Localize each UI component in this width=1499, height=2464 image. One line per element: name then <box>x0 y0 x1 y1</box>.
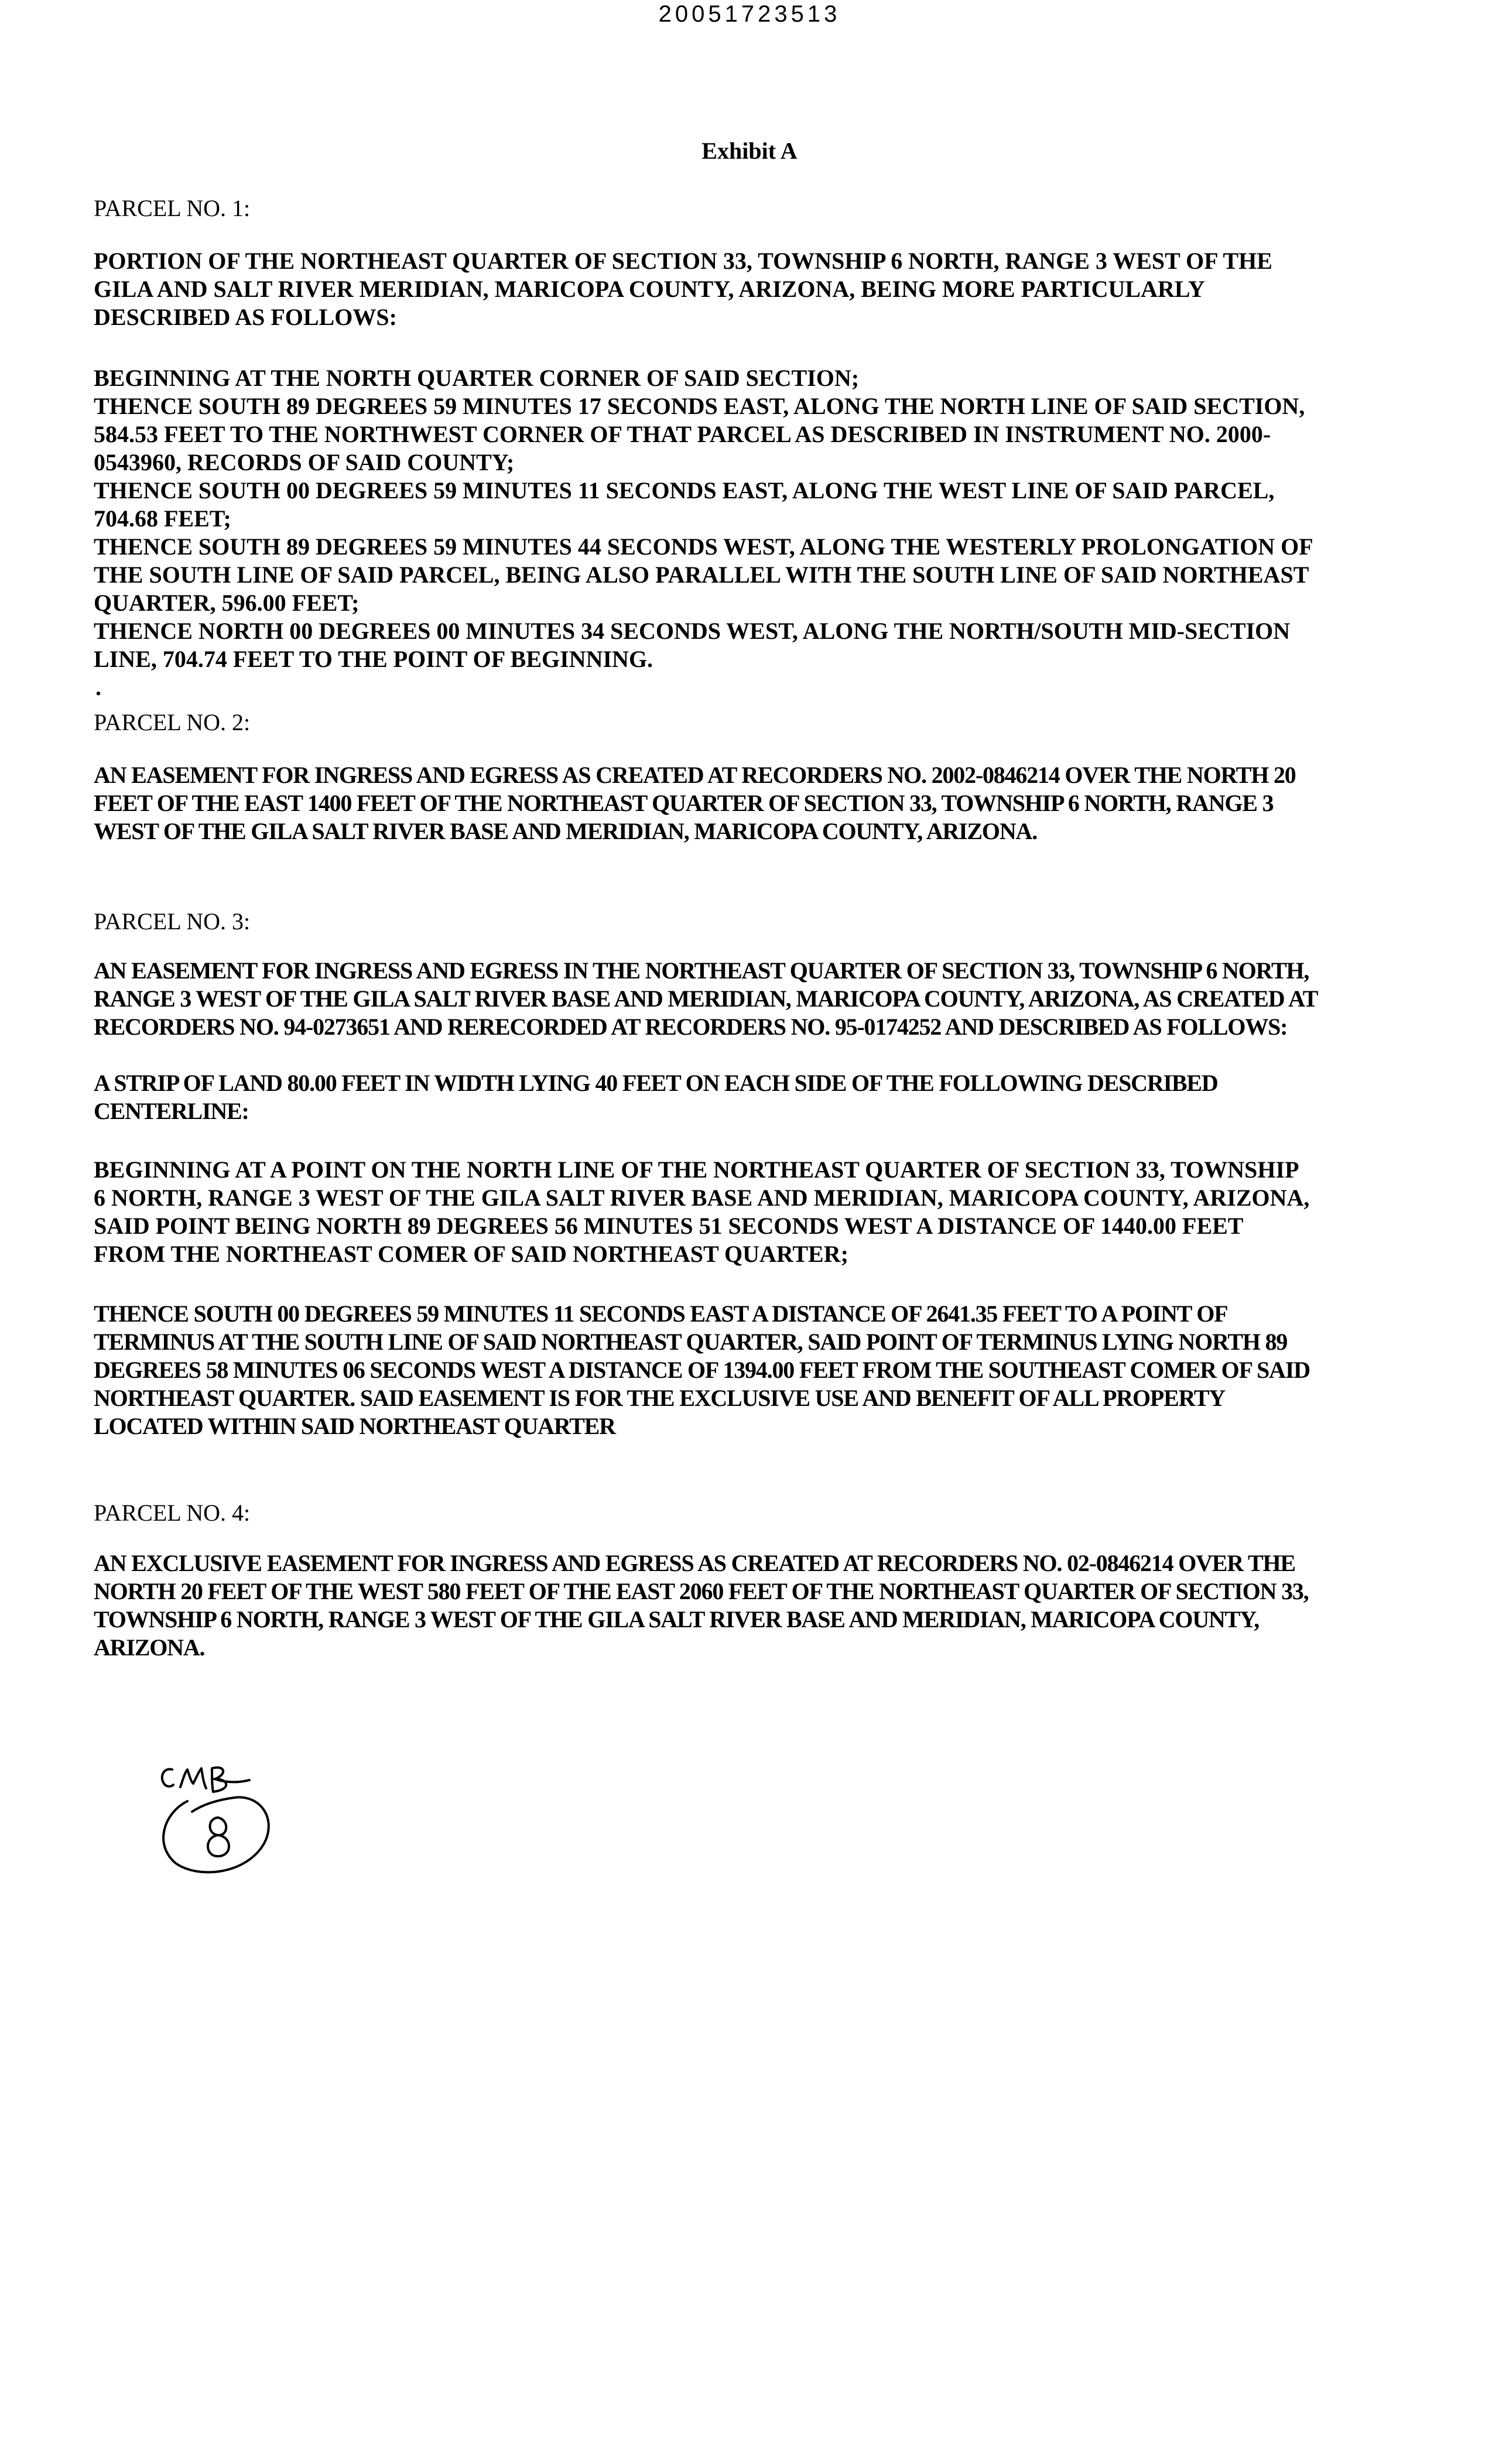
text-line: A STRIP OF LAND 80.00 FEET IN WIDTH LYING 40 FEET ON EACH SIDE OF THE FOLLOWING DESCRIBED <box>94 1070 1218 1096</box>
text-line: 584.53 FEET TO THE NORTHWEST CORNER OF THAT PARCEL AS DESCRIBED IN INSTRUMENT NO. 2000- <box>94 421 1271 447</box>
text-line: CENTERLINE: <box>94 1098 249 1124</box>
text-line: PORTION OF THE NORTHEAST QUARTER OF SECTION 33, TOWNSHIP 6 NORTH, RANGE 3 WEST OF THE <box>94 248 1272 274</box>
text-line: AN EASEMENT FOR INGRESS AND EGRESS IN THE NORTHEAST QUARTER OF SECTION 33, TOWNSHIP 6 NORTH, <box>94 957 1309 984</box>
text-line: BEGINNING AT THE NORTH QUARTER CORNER OF SAID SECTION; <box>94 365 860 391</box>
text-line: FEET OF THE EAST 1400 FEET OF THE NORTHEAST QUARTER OF SECTION 33, TOWNSHIP 6 NORTH, RANGE 3 <box>94 790 1274 816</box>
parcel-3-beginning <box>94 1156 1405 1268</box>
text-line: DEGREES 58 MINUTES 06 SECONDS WEST A DISTANCE OF 1394.00 FEET FROM THE SOUTHEAST COMER OF SAID <box>94 1357 1310 1383</box>
text-line: RANGE 3 WEST OF THE GILA SALT RIVER BASE AND MERIDIAN, MARICOPA COUNTY, ARIZONA, AS CREATED AT <box>94 985 1318 1012</box>
parcel-1-heading: PARCEL NO. 1: <box>94 195 251 221</box>
text-line: 6 NORTH, RANGE 3 WEST OF THE GILA SALT RIVER BASE AND MERIDIAN, MARICOPA COUNTY, ARIZONA, <box>94 1185 1310 1211</box>
stray-mark: . <box>95 674 101 700</box>
text-line: GILA AND SALT RIVER MERIDIAN, MARICOPA COUNTY, ARIZONA, BEING MORE PARTICULARLY <box>94 276 1205 302</box>
exhibit-title: Exhibit A <box>701 138 798 164</box>
parcel-3-strip <box>94 1069 1405 1125</box>
parcel-2-text <box>94 761 1405 846</box>
text-line: THENCE SOUTH 89 DEGREES 59 MINUTES 17 SECONDS EAST, ALONG THE NORTH LINE OF SAID SECTION, <box>94 393 1305 419</box>
parcel-1-description <box>94 364 1405 673</box>
text-line: SAID POINT BEING NORTH 89 DEGREES 56 MINUTES 51 SECONDS WEST A DISTANCE OF 1440.00 FEET <box>94 1213 1244 1239</box>
text-line: NORTHEAST QUARTER. SAID EASEMENT IS FOR THE EXCLUSIVE USE AND BENEFIT OF ALL PROPERTY <box>94 1385 1226 1411</box>
text-line: 704.68 FEET; <box>94 505 231 532</box>
text-line: TERMINUS AT THE SOUTH LINE OF SAID NORTHEAST QUARTER, SAID POINT OF TERMINUS LYING NORTH 89 <box>94 1329 1288 1355</box>
parcel-4-heading: PARCEL NO. 4: <box>94 1500 251 1526</box>
text-line: DESCRIBED AS FOLLOWS: <box>94 304 397 330</box>
text-line: AN EASEMENT FOR INGRESS AND EGRESS AS CREATED AT RECORDERS NO. 2002-0846214 OVER THE NORTH 20 <box>94 762 1296 788</box>
text-line: BEGINNING AT A POINT ON THE NORTH LINE OF THE NORTHEAST QUARTER OF SECTION 33, TOWNSHIP <box>94 1156 1299 1183</box>
text-line: AN EXCLUSIVE EASEMENT FOR INGRESS AND EGRESS AS CREATED AT RECORDERS NO. 02-0846214 OVER THE <box>94 1550 1295 1576</box>
parcel-3-thence <box>94 1300 1405 1440</box>
text-line: LOCATED WITHIN SAID NORTHEAST QUARTER <box>94 1413 615 1439</box>
text-line: FROM THE NORTHEAST COMER OF SAID NORTHEAST QUARTER; <box>94 1241 848 1267</box>
parcel-1-intro <box>94 247 1405 331</box>
text-line: QUARTER, 596.00 FEET; <box>94 590 360 616</box>
document-number: 20051723513 <box>658 1 841 27</box>
text-line: THENCE SOUTH 00 DEGREES 59 MINUTES 11 SECONDS EAST A DISTANCE OF 2641.35 FEET TO A POINT OF <box>94 1301 1228 1327</box>
text-line: THENCE SOUTH 00 DEGREES 59 MINUTES 11 SECONDS EAST, ALONG THE WEST LINE OF SAID PARCEL, <box>94 477 1275 504</box>
parcel-3-heading: PARCEL NO. 3: <box>94 908 251 935</box>
text-line: THENCE SOUTH 89 DEGREES 59 MINUTES 44 SECONDS WEST, ALONG THE WESTERLY PROLONGATION OF <box>94 533 1313 560</box>
parcel-3-intro <box>94 957 1405 1041</box>
text-line: RECORDERS NO. 94-0273651 AND RERECORDED AT RECORDERS NO. 95-0174252 AND DESCRIBED AS FOLLOWS: <box>94 1014 1288 1040</box>
text-line: LINE, 704.74 FEET TO THE POINT OF BEGINNING. <box>94 646 653 672</box>
text-line: WEST OF THE GILA SALT RIVER BASE AND MERIDIAN, MARICOPA COUNTY, ARIZONA. <box>94 818 1038 844</box>
text-line: THENCE NORTH 00 DEGREES 00 MINUTES 34 SECONDS WEST, ALONG THE NORTH/SOUTH MID-SECTION <box>94 618 1291 644</box>
text-line: TOWNSHIP 6 NORTH, RANGE 3 WEST OF THE GILA SALT RIVER BASE AND MERIDIAN, MARICOPA COUNTY, <box>94 1606 1260 1633</box>
text-line: NORTH 20 FEET OF THE WEST 580 FEET OF THE EAST 2060 FEET OF THE NORTHEAST QUARTER OF SECTION 33, <box>94 1578 1309 1604</box>
parcel-4-text <box>94 1549 1405 1662</box>
text-line: ARIZONA. <box>94 1634 205 1661</box>
handwritten-initials <box>146 1757 299 1891</box>
text-line: THE SOUTH LINE OF SAID PARCEL, BEING ALSO PARALLEL WITH THE SOUTH LINE OF SAID NORTHEAST <box>94 562 1309 588</box>
text-line: 0543960, RECORDS OF SAID COUNTY; <box>94 449 515 475</box>
parcel-2-heading: PARCEL NO. 2: <box>94 709 251 735</box>
